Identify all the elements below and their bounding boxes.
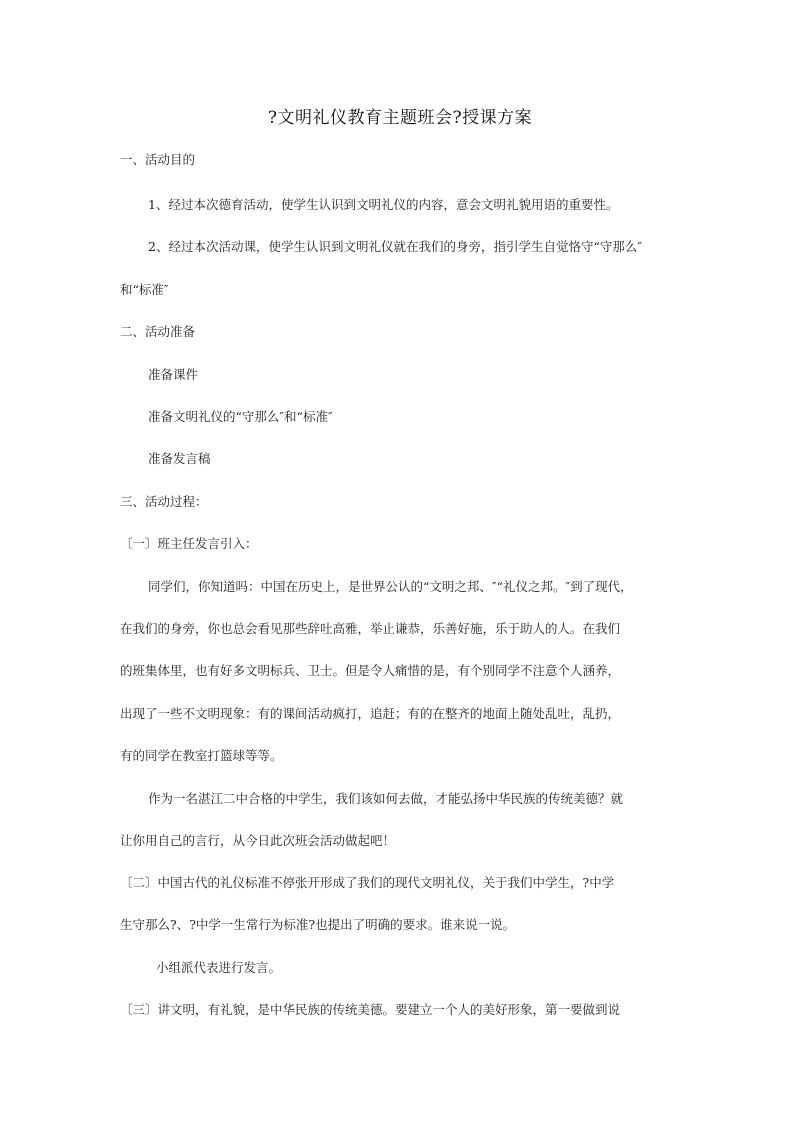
- purpose-item-2-continued: 和“标准″: [120, 282, 169, 297]
- purpose-item-1: 1、经过本次德育活动，使学生认识到文明礼仪的内容，意会文明礼貌用语的重要性。: [148, 197, 619, 212]
- process-step-1-heading: 〔一〕班主任发言引入：: [120, 536, 258, 551]
- preparation-item-courseware: 准备课件: [148, 367, 199, 382]
- paragraph-line: 让你用自己的言行，从今日此次班会活动做起吧！: [120, 833, 396, 848]
- process-step-3-text: 〔三〕讲文明，有礼貌，是中华民族的传统美德。要建立一个人的美好形象，第一要做到说: [120, 1002, 621, 1017]
- section-heading-purpose: 一、活动目的: [120, 152, 196, 167]
- section-heading-preparation: 二、活动准备: [120, 324, 196, 339]
- paragraph-line: 在我们的身旁，你也总会看见那些辞吐高雅，举止谦恭，乐善好施，乐于助人的人。在我们: [120, 621, 621, 636]
- document-title: ?文明礼仪教育主题班会?授课方案: [267, 108, 533, 128]
- section-heading-process: 三、活动过程：: [120, 494, 208, 509]
- process-step-2-text: 〔二〕中国古代的礼仪标准不停张开形成了我们的现代文明礼仪，关于我们中学生，?中学: [120, 875, 615, 890]
- paragraph-line: 作为一名湛江二中合格的中学生，我们该如何去做，才能弘扬中华民族的传统美德？就: [148, 791, 624, 806]
- paragraph-line: 生守那么?、?中学一生常行为标准?也提出了明确的要求。谁来说一说。: [120, 917, 516, 932]
- purpose-item-2: 2、经过本次活动课，使学生认识到文明礼仪就在我们的身旁，指引学生自觉恪守“守那么″: [148, 239, 643, 254]
- preparation-item-rules: 准备文明礼仪的“守那么″和“标准″: [148, 409, 333, 424]
- paragraph-line: 的班集体里，也有好多文明标兵、卫士。但是令人痛惜的是，有个别同学不注意个人涵养，: [120, 663, 621, 678]
- paragraph-line: 同学们，你知道吗：中国在历史上，是世界公认的“文明之邦、″“礼仪之邦。″到了现代，: [148, 579, 633, 594]
- preparation-item-speech: 准备发言稿: [148, 451, 211, 466]
- paragraph-line: 小组派代表进行发言。: [156, 960, 282, 975]
- paragraph-line: 出现了一些不文明现象：有的课间活动疯打，追赶；有的在整齐的地面上随处乱吐，乱扔，: [120, 706, 621, 721]
- paragraph-line: 有的同学在教室打篮球等等。: [120, 748, 283, 763]
